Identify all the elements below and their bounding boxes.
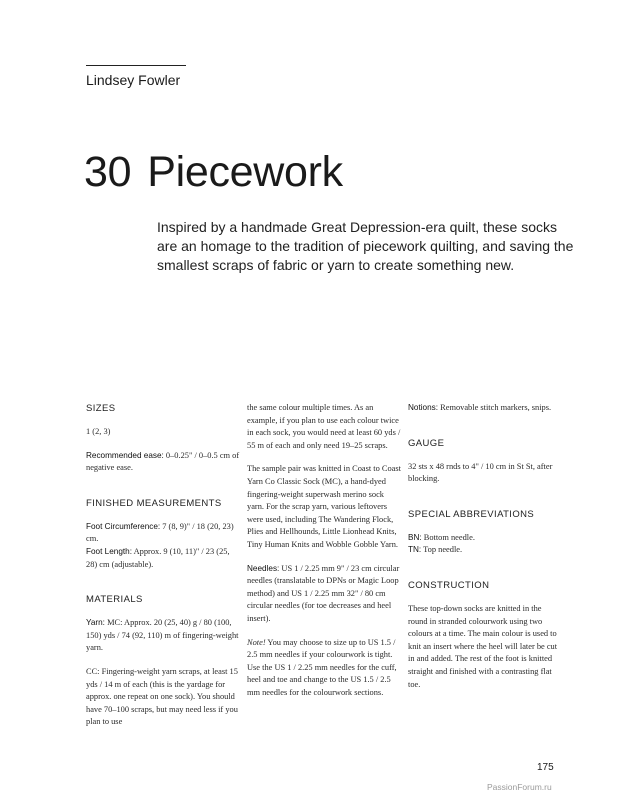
page-title	[84, 148, 343, 197]
gauge-text: 32 sts x 48 rnds to 4" / 10 cm in St St, after blocking.	[408, 461, 553, 484]
pattern-name: Piecework	[147, 148, 343, 196]
foot-length: Foot Length: Approx. 9 (10, 11)" / 23 (25, 28) cm (adjustable).	[86, 546, 230, 569]
construction-heading: CONSTRUCTION	[408, 579, 490, 591]
cc-info: CC: Fingering-weight yarn scraps, at least 15 yds / 14 m of each (this is the yardage for approx. one repeat on one sock). You should have 70–100 scraps, but may need less if you plan to use	[86, 666, 238, 727]
gauge-heading: GAUGE	[408, 437, 445, 449]
cc-info-continued: the same colour multiple times. As an example, if you plan to use each colour twice in each sock, you would need at least 60 yds / 55 m of each and only need 19–25 scraps.	[247, 403, 401, 450]
column-1	[86, 402, 240, 729]
yarn-info: Yarn: MC: Approx. 20 (25, 40) g / 80 (100, 150) yds / 74 (92, 110) m of fingering-weight yarn.	[86, 618, 239, 653]
construction-text: These top-down socks are knitted in the round in stranded colourwork using two colours at a time. The main colour is used to knit an insert where the heel will later be cut in and added. The rest of the foot is knitted straight and finished with a contrasting flat toe.	[408, 603, 558, 689]
abbrev-tn: TN: Top needle.	[408, 545, 463, 555]
abbrev-bn: BN: Bottom needle.	[408, 532, 475, 542]
column-3	[408, 402, 562, 691]
sizes-values: 1 (2, 3)	[86, 427, 111, 436]
materials-heading: MATERIALS	[86, 594, 143, 606]
column-2	[247, 402, 401, 699]
special-abbreviations-heading: SPECIAL ABBREVIATIONS	[408, 508, 535, 520]
intro-paragraph: Inspired by a handmade Great Depression-era quilt, these socks are an homage to the tradition of piecework quilting, and saving the smallest scraps of fabric or yarn to create something new.	[157, 219, 574, 273]
needles-info: Needles: US 1 / 2.25 mm 9" / 23 cm circular needles (translatable to DPNs or Magic Loop method) and US 1 / 2.25 mm 32" / 80 cm circular needles (for toe decreases and heel insert).	[247, 563, 400, 623]
author-name: Lindsey Fowler	[86, 72, 181, 88]
foot-circumference: Foot Circumference: 7 (8, 9)" / 18 (20, 23) cm.	[86, 521, 234, 544]
sizes-heading: SIZES	[86, 403, 116, 414]
pattern-number: 30	[84, 148, 132, 196]
notions-info: Notions: Removable stitch markers, snips.	[408, 403, 552, 412]
sample-yarn-info: The sample pair was knitted in Coast to Coast Yarn Co Classic Sock (MC), a hand-dyed fingering-weight superwash merino sock yarn. For the scrap yarn, various leftovers were used, including The Wandering Flock, Plies and Hellhounds, Little Lionhead Knits, Tiny Human Knits and Wobble Gobble Yarn.	[247, 464, 401, 549]
author-rule	[86, 65, 186, 66]
finished-measurements-heading: FINISHED MEASUREMENTS	[86, 497, 222, 509]
page-number: 175	[537, 762, 554, 773]
needles-note: Note! You may choose to size up to US 1.5 / 2.5 mm needles if your colourwork is tight. Use the US 1 / 2.25 mm needles for the cuff, heel and toe and change to the US 1.5 / 2.5 mm needles for the colourwork sections.	[247, 637, 397, 697]
watermark: PassionForum.ru	[487, 782, 552, 792]
recommended-ease: Recommended ease: 0–0.25" / 0–0.5 cm of negative ease.	[86, 450, 240, 473]
ease-label: Recommended ease:	[86, 450, 164, 460]
